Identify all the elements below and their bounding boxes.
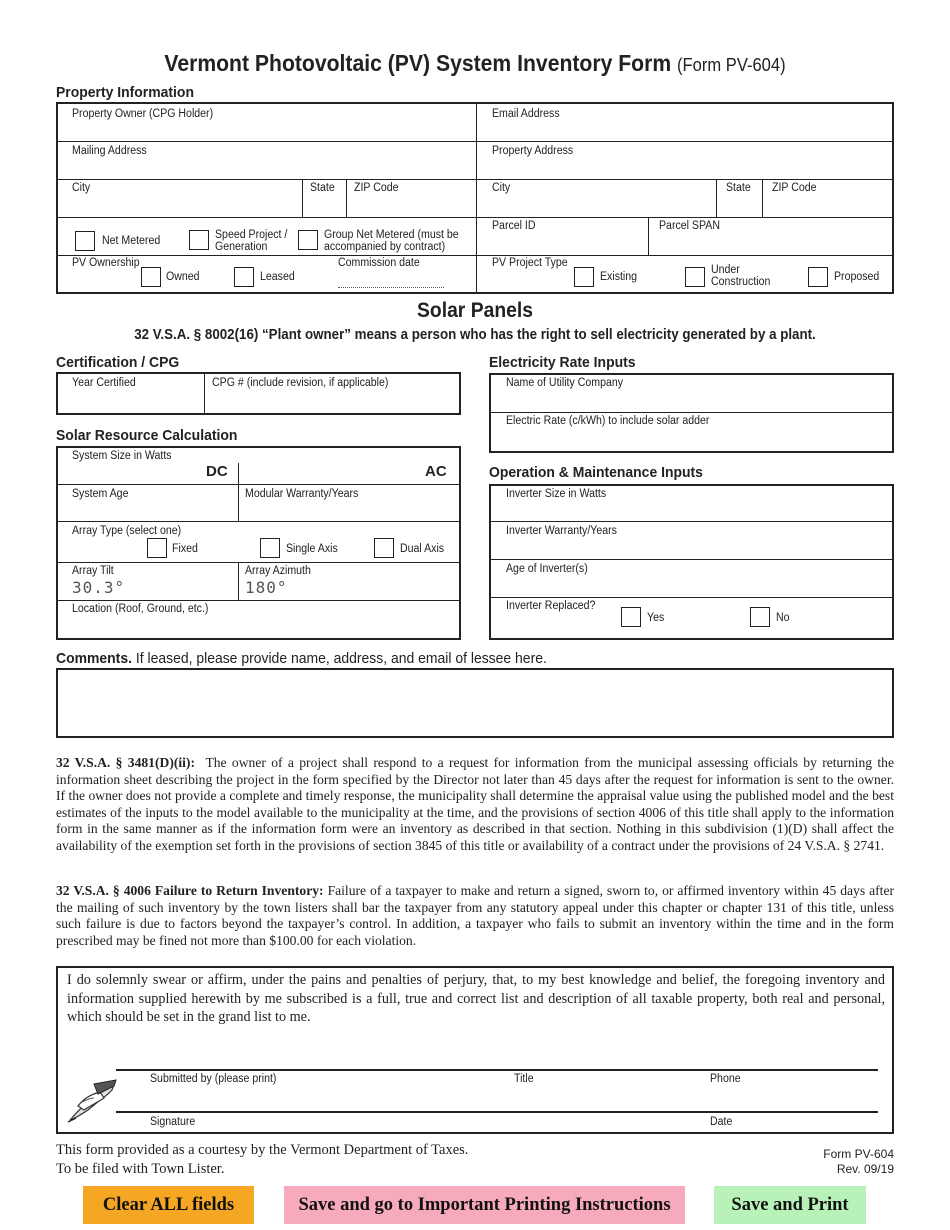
- submitted-by-line: [116, 1069, 878, 1071]
- dual-axis-label: Dual Axis: [400, 543, 445, 555]
- divider: [238, 563, 239, 600]
- cpg-number-label: CPG # (include revision, if applicable): [212, 377, 389, 389]
- form-id: (Form PV-604): [677, 55, 786, 75]
- divider: [57, 179, 893, 180]
- under-construction-label: Under Construction: [711, 264, 771, 289]
- statute-3481-text: The owner of a project shall respond to a request for information from the municipal assessing officials by returning the information sheet describing the project in the form specified by the Director not later than 45 days after the request for information is sent to the owner. If the owner does not provide a complete and timely response, the municipality shall determine the appraisal value using the published model and the best estimates of the inputs to the model available to the municipality at the time, and the provisions of section 4006 of this title shall apply to the information form in the same manner as if the information form were an inventory as described in that section. Nothing in this subdivision (1)(D) shall affect the availability of the exemption set forth in the provisions of section 3845 of this title or availability of a contract under the provisions of 24 V.S.A. § 2741.: [56, 755, 894, 853]
- no-label: No: [776, 612, 790, 624]
- divider: [476, 103, 477, 293]
- divider: [57, 484, 460, 485]
- solar-panels-heading: Solar Panels: [417, 299, 533, 322]
- fixed-label: Fixed: [172, 543, 198, 555]
- owner-label: Property Owner (CPG Holder): [72, 108, 214, 120]
- statute-4006-text: Failure of a taxpayer to make and return a signed, sworn to, or affirmed inventory within 45 days after the mailing of such inventory by the town listers shall bar the taxpayer from any statutory appeal under this chapter or chapter 131 of this title, unless such failure is due to factors beyond the taxpayer’s control. In addition, a taxpayer who fails to submit an inventory within the time and in the form prescribed may be fined not more than $100.00 for each violation.: [56, 883, 895, 948]
- under-construction-checkbox[interactable]: [685, 267, 705, 287]
- speed-project-checkbox[interactable]: [189, 230, 209, 250]
- parcel-id-label: Parcel ID: [492, 220, 536, 232]
- divider: [57, 255, 893, 256]
- statute-3481: [56, 755, 894, 854]
- net-metered-checkbox[interactable]: [75, 231, 95, 251]
- array-type-label: Array Type (select one): [72, 525, 182, 537]
- om-box: [489, 484, 894, 640]
- group-net-metered-checkbox[interactable]: [298, 230, 318, 250]
- commission-date-input[interactable]: [338, 287, 444, 288]
- om-heading: Operation & Maintenance Inputs: [489, 464, 703, 481]
- email-label: Email Address: [492, 108, 560, 120]
- inverter-age-label: Age of Inverter(s): [506, 563, 588, 575]
- owned-label: Owned: [166, 271, 200, 283]
- parcel-span-label: Parcel SPAN: [659, 220, 720, 232]
- single-axis-checkbox[interactable]: [260, 538, 280, 558]
- divider: [57, 600, 460, 601]
- year-certified-label: Year Certified: [72, 377, 136, 389]
- statute-3481-title: 32 V.S.A. § 3481(D)(ii):: [56, 755, 195, 770]
- array-azimuth-label: Array Azimuth: [245, 565, 311, 577]
- system-size-label: System Size in Watts: [72, 450, 172, 462]
- solar-resource-heading: Solar Resource Calculation: [56, 427, 238, 444]
- divider: [302, 180, 303, 217]
- divider: [204, 373, 205, 414]
- divider: [490, 412, 893, 413]
- pen-signing-icon: [64, 1076, 118, 1126]
- oath-text: I do solemnly swear or affirm, under the pains and penalties of perjury, that, to my best knowledge and belief, the foregoing inventory and information supplied herewith by me subscribed is a full, true and correct list and description of all taxable property, both real and personal, which should be set in the grand list to me.: [67, 972, 885, 1025]
- plant-owner-definition: 32 V.S.A. § 8002(16) “Plant owner” means a person who has the right to sell electricity generated by a plant.: [134, 327, 816, 343]
- pv-ownership-label: PV Ownership: [72, 257, 140, 269]
- proposed-checkbox[interactable]: [808, 267, 828, 287]
- leased-label: Leased: [260, 271, 295, 283]
- date-label: Date: [710, 1116, 733, 1128]
- divider: [346, 180, 347, 217]
- state-label: State: [310, 182, 335, 194]
- property-info-heading: Property Information: [56, 84, 194, 101]
- yes-label: Yes: [647, 612, 665, 624]
- speed-project-label: Speed Project / Generation: [215, 229, 288, 254]
- title-label: Title: [514, 1073, 534, 1085]
- comments-textarea[interactable]: [56, 668, 894, 738]
- clear-all-button[interactable]: Clear ALL fields: [83, 1186, 254, 1224]
- net-metered-label: Net Metered: [102, 235, 161, 247]
- single-axis-label: Single Axis: [286, 543, 338, 555]
- form-title-main: Vermont Photovoltaic (PV) System Inventory Form: [164, 50, 672, 76]
- divider: [648, 218, 649, 255]
- courtesy-note: This form provided as a courtesy by the Vermont Department of Taxes.: [56, 1142, 469, 1158]
- leased-checkbox[interactable]: [234, 267, 254, 287]
- fixed-checkbox[interactable]: [147, 538, 167, 558]
- comments-heading: [56, 650, 547, 667]
- filed-note: To be filed with Town Lister.: [56, 1161, 225, 1177]
- existing-label: Existing: [600, 271, 638, 283]
- electricity-rate-heading: Electricity Rate Inputs: [489, 354, 636, 371]
- form-revision: Rev. 09/19: [836, 1162, 894, 1176]
- divider: [490, 559, 893, 560]
- city-label-2: City: [492, 182, 511, 194]
- inverter-warranty-label: Inverter Warranty/Years: [506, 525, 617, 537]
- statute-4006: [56, 883, 894, 949]
- commission-date-label: Commission date: [338, 257, 420, 269]
- form-title: [38, 50, 912, 77]
- phone-label: Phone: [710, 1073, 741, 1085]
- system-age-label: System Age: [72, 488, 129, 500]
- location-label: Location (Roof, Ground, etc.): [72, 603, 209, 615]
- pv-project-type-label: PV Project Type: [492, 257, 568, 269]
- comments-hint: If leased, please provide name, address, and email of lessee here.: [135, 650, 547, 667]
- array-azimuth-input[interactable]: 180°: [245, 578, 288, 597]
- mailing-address-label: Mailing Address: [72, 145, 147, 157]
- save-print-button[interactable]: Save and Print: [714, 1186, 866, 1224]
- comments-title: Comments.: [56, 650, 132, 667]
- form-number: Form PV-604: [823, 1147, 894, 1161]
- divider: [57, 562, 460, 563]
- dc-label: DC: [206, 463, 228, 480]
- existing-checkbox[interactable]: [574, 267, 594, 287]
- signature-label: Signature: [150, 1116, 196, 1128]
- submitted-by-label: Submitted by (please print): [150, 1073, 277, 1085]
- zip-label: ZIP Code: [354, 182, 399, 194]
- certification-heading: Certification / CPG: [56, 354, 180, 371]
- signature-line: [116, 1111, 878, 1113]
- utility-company-label: Name of Utility Company: [506, 377, 624, 389]
- divider: [716, 180, 717, 217]
- electric-rate-label: Electric Rate (c/kWh) to include solar adder: [506, 415, 710, 427]
- dual-axis-checkbox[interactable]: [374, 538, 394, 558]
- statute-4006-title: 32 V.S.A. § 4006 Failure to Return Inventory:: [56, 883, 324, 898]
- divider: [57, 217, 893, 218]
- zip-label-2: ZIP Code: [772, 182, 817, 194]
- inverter-replaced-yes-checkbox[interactable]: [621, 607, 641, 627]
- array-tilt-input[interactable]: 30.3°: [72, 578, 126, 597]
- divider: [490, 597, 893, 598]
- property-address-label: Property Address: [492, 145, 574, 157]
- divider: [490, 521, 893, 522]
- divider: [238, 463, 239, 521]
- owned-checkbox[interactable]: [141, 267, 161, 287]
- proposed-label: Proposed: [834, 271, 880, 283]
- inverter-size-label: Inverter Size in Watts: [506, 488, 607, 500]
- array-tilt-label: Array Tilt: [72, 565, 114, 577]
- divider: [57, 141, 893, 142]
- inverter-replaced-no-checkbox[interactable]: [750, 607, 770, 627]
- state-label-2: State: [726, 182, 751, 194]
- save-instructions-button[interactable]: Save and go to Important Printing Instructions: [284, 1186, 685, 1224]
- group-net-metered-label: Group Net Metered (must be accompanied by contract): [324, 229, 459, 254]
- modular-warranty-label: Modular Warranty/Years: [245, 488, 359, 500]
- ac-label: AC: [425, 463, 447, 480]
- city-label: City: [72, 182, 91, 194]
- divider: [762, 180, 763, 217]
- inverter-replaced-label: Inverter Replaced?: [506, 600, 596, 612]
- divider: [57, 521, 460, 522]
